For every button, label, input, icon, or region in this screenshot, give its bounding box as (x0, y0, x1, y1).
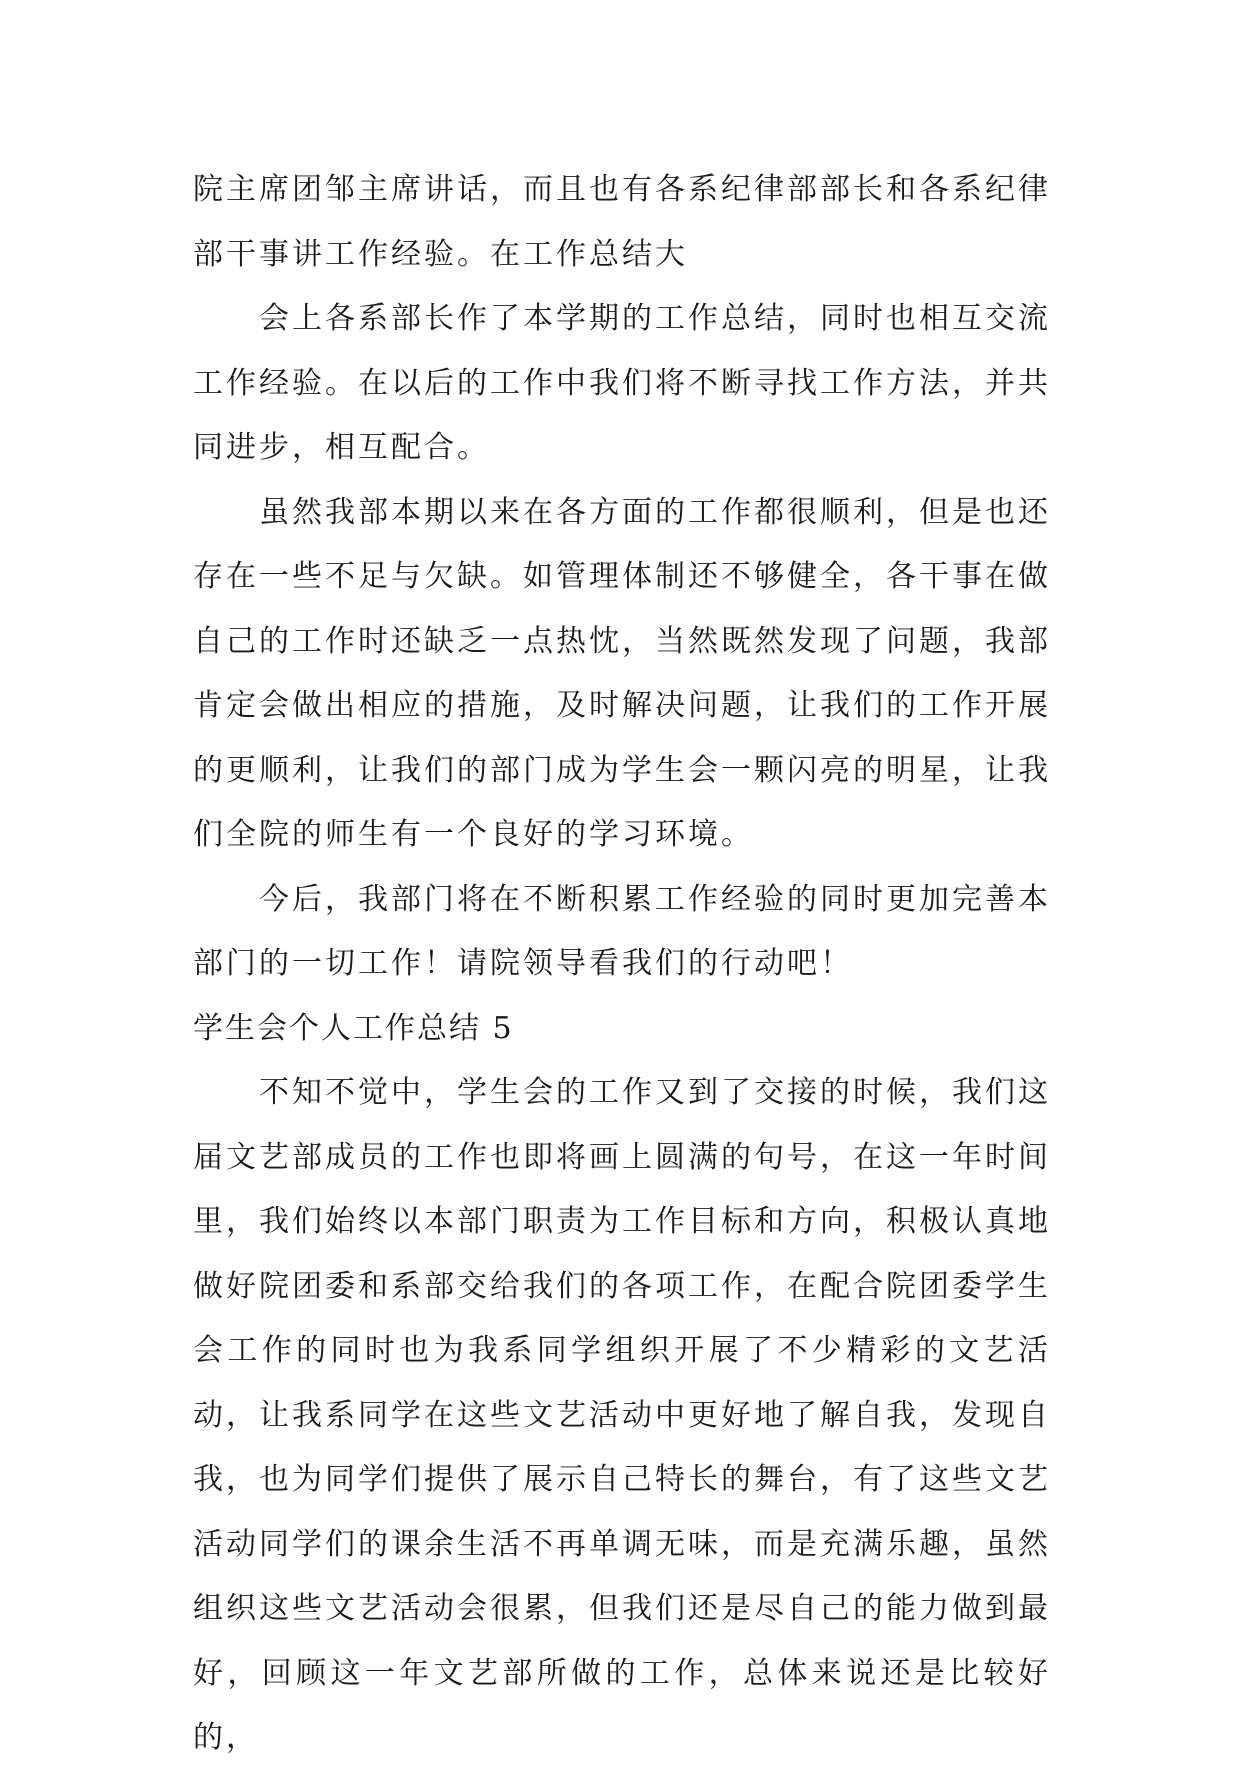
paragraph-arts-department: 不知不觉中，学生会的工作又到了交接的时候，我们这届文艺部成员的工作也即将画上圆满的句号，在这一年时间里，我们始终以本部门职责为工作目标和方向，积极认真地做好院团委和系部交给我们的各项工作，在配合院团委学生会工作的同时也为我系同学组织开展了不少精彩的文艺活动，让我系同学在这些文艺活动中更好地了解自我，发现自我，也为同学们提供了展示自己特长的舞台，有了这些文艺活动同学们的课余生活不再单调无味，而是充满乐趣，虽然组织这些文艺活动会很累，但我们还是尽自己的能力做到最好，回顾这一年文艺部所做的工作，总体来说还是比较好的， (193, 1075, 1051, 1755)
paragraph-shortcomings: 虽然我部本期以来在各方面的工作都很顺利，但是也还存在一些不足与欠缺。如管理体制还不够健全，各干事在做自己的工作时还缺乏一点热忱，当然既然发现了问题，我部肯定会做出相应的措施，及时解决问题，让我们的工作开展的更顺利，让我们的部门成为学生会一颗闪亮的明星，让我们全院的师生有一个良好的学习环境。 (193, 494, 1051, 852)
paragraph-meeting-summary: 会上各系部长作了本学期的工作总结，同时也相互交流工作经验。在以后的工作中我们将不断寻找工作方法，并共同进步，相互配合。 (193, 301, 1051, 465)
document-body (193, 158, 1051, 1771)
section-heading: 学生会个人工作总结 5 (193, 1010, 514, 1046)
paragraph-future-plans: 今后，我部门将在不断积累工作经验的同时更加完善本部门的一切工作！请院领导看我们的行动吧！ (193, 881, 1051, 981)
paragraph-continuation: 院主席团邹主席讲话，而且也有各系纪律部部长和各系纪律部干事讲工作经验。在工作总结大 (193, 172, 1051, 272)
